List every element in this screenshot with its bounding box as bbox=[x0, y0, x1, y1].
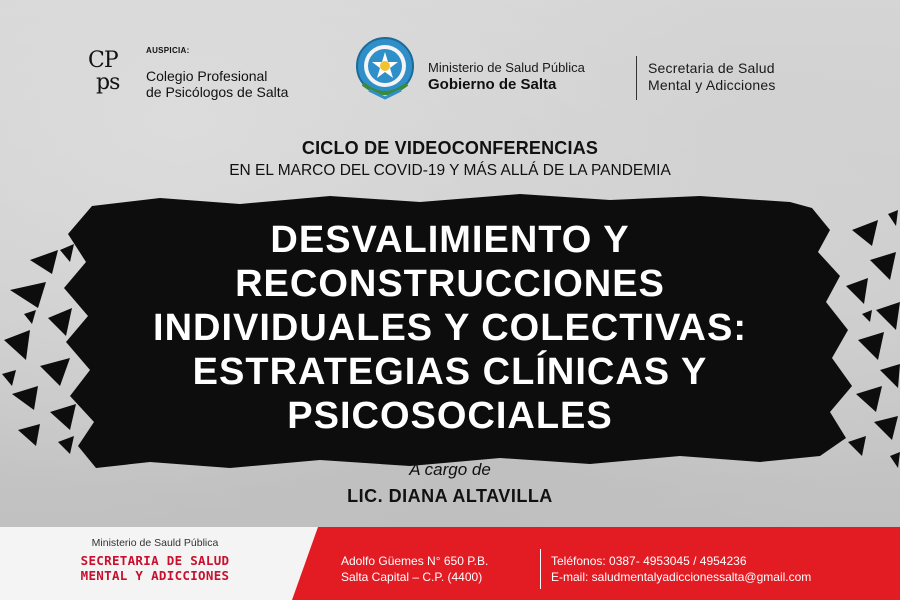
cycle-line2: EN EL MARCO DEL COVID-19 Y MÁS ALLÁ DE LA PANDEMIA bbox=[229, 162, 671, 179]
address-line1: Adolfo Güemes N° 650 P.B. bbox=[341, 554, 489, 568]
footer-address bbox=[341, 553, 488, 585]
footer-divider bbox=[540, 549, 541, 589]
title-line: PSICOSOCIALES bbox=[287, 395, 613, 437]
cpps-mark-line: CP bbox=[88, 48, 118, 73]
footer-secretaria-line1: SECRETARIA DE SALUD bbox=[80, 553, 230, 568]
sponsor-name bbox=[146, 68, 288, 100]
title-line: DESVALIMIENTO Y bbox=[270, 219, 630, 261]
cpps-logo-icon bbox=[88, 50, 138, 100]
ministry-line1: Ministerio de Salud Pública bbox=[428, 60, 585, 75]
secretaria-line2: Mental y Adicciones bbox=[648, 77, 776, 93]
sponsor-name-line2: de Psicólogos de Salta bbox=[146, 84, 289, 100]
title-line: RECONSTRUCCIONES bbox=[235, 263, 665, 305]
footer-bar bbox=[0, 527, 900, 600]
ministry-block bbox=[428, 60, 585, 93]
address-line2: Salta Capital – C.P. (4400) bbox=[341, 570, 483, 584]
sponsor-logo bbox=[88, 46, 318, 106]
header-divider bbox=[636, 56, 637, 100]
cycle-line1: CICLO DE VIDEOCONFERENCIAS bbox=[301, 138, 599, 158]
salta-seal-icon bbox=[355, 36, 415, 102]
sponsor-name-line1: Colegio Profesional bbox=[146, 68, 268, 84]
secretaria-block bbox=[648, 60, 776, 94]
secretaria-line1: Secretaria de Salud bbox=[648, 60, 775, 76]
footer-secretaria-logo bbox=[30, 537, 280, 583]
title-line: ESTRATEGIAS CLÍNICAS Y bbox=[192, 351, 708, 393]
footer-contact bbox=[551, 553, 811, 585]
auspicia-label: AUSPICIA: bbox=[146, 46, 190, 55]
cpps-mark-line: ps bbox=[96, 70, 120, 95]
title-line: INDIVIDUALES Y COLECTIVAS: bbox=[153, 307, 747, 349]
event-title bbox=[90, 218, 810, 438]
speaker-name: LIC. DIANA ALTAVILLA bbox=[347, 486, 553, 506]
footer-secretaria-line2: MENTAL Y ADICCIONES bbox=[80, 568, 230, 583]
footer-ministry: Ministerio de Sauld Pública bbox=[91, 537, 219, 549]
footer-email: E-mail: saludmentalyadiccionessalta@gmail.com bbox=[551, 570, 812, 584]
footer-phones: Teléfonos: 0387- 4953045 / 4954236 bbox=[551, 554, 747, 568]
cycle-heading bbox=[0, 138, 900, 180]
speaker-intro: A cargo de bbox=[409, 460, 491, 479]
ministry-line2: Gobierno de Salta bbox=[428, 76, 557, 93]
